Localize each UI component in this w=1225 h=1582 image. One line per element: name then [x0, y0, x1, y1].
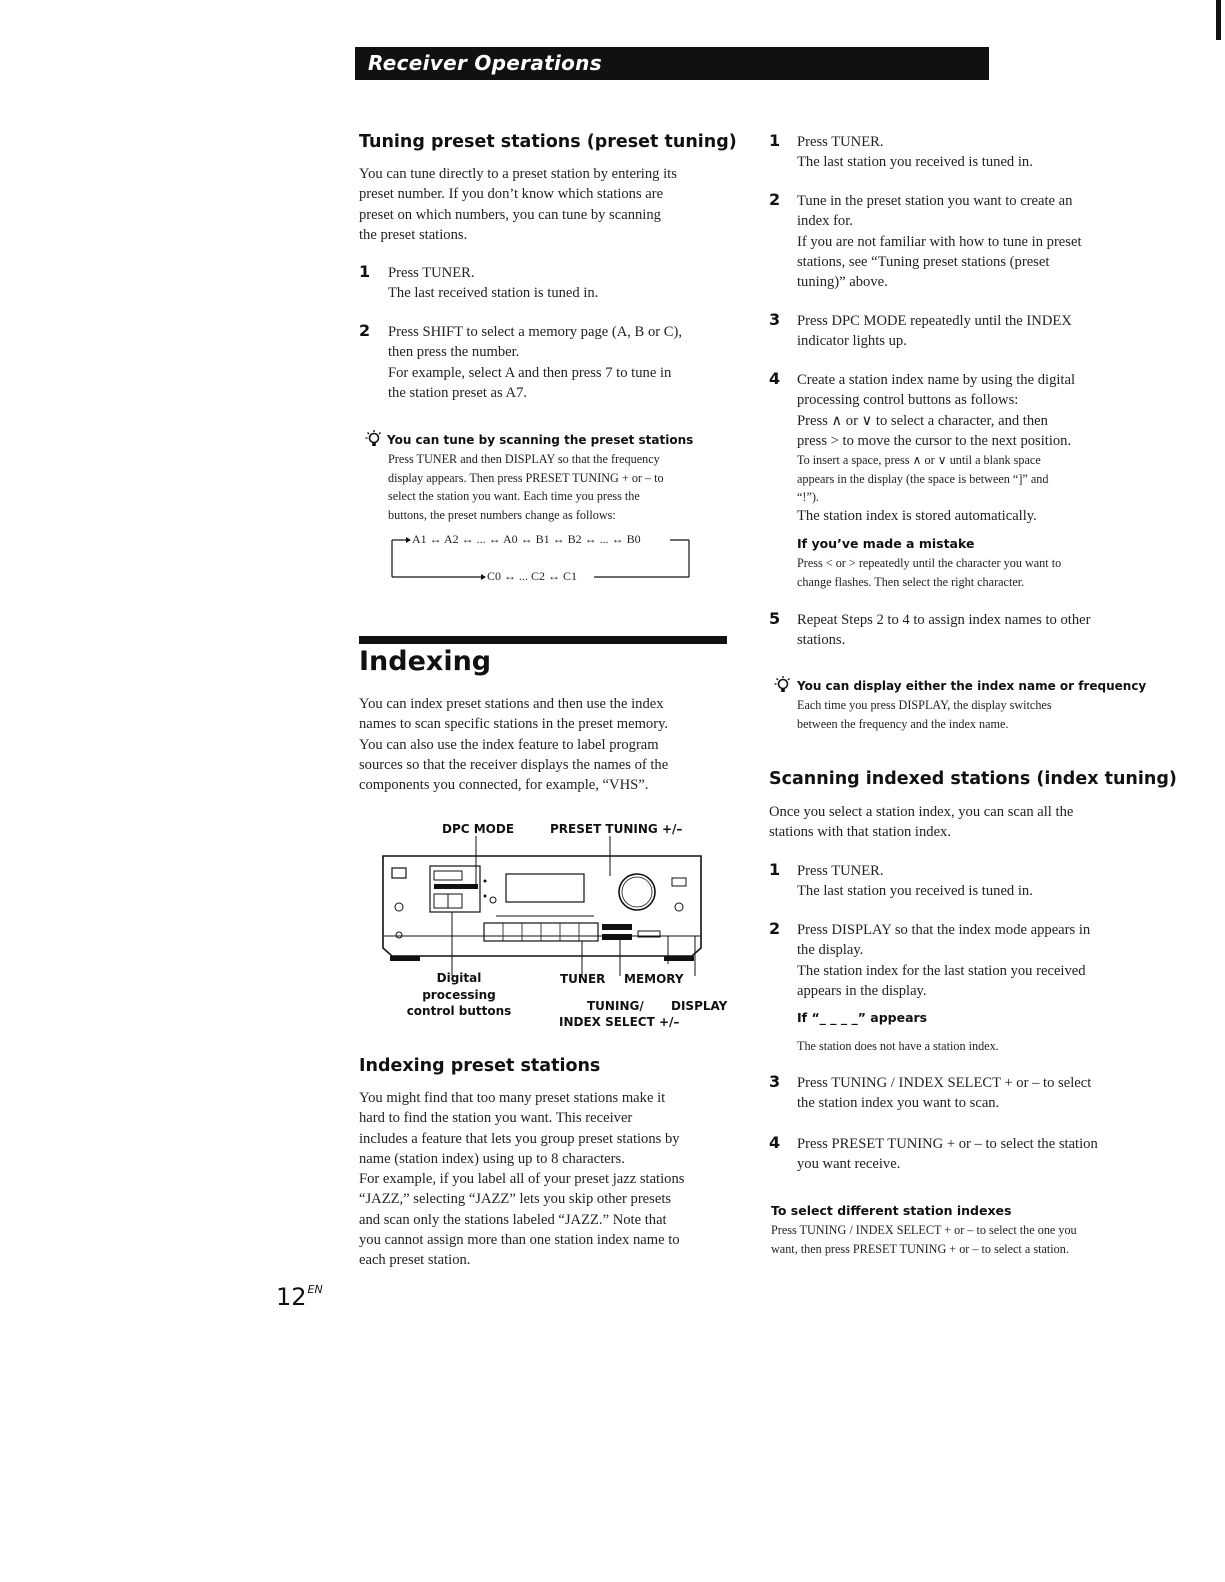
if-appears-text: The station does not have a station index.: [797, 1039, 999, 1053]
step-number: 4: [769, 369, 781, 388]
step-text: Repeat Steps 2 to 4 to assign index names to other stations.: [797, 612, 1091, 649]
step-text: Press DISPLAY so that the index mode appears in the display. The station index for the last station you received appears in the display.: [797, 922, 1091, 999]
preset-tuning-intro: You can tune directly to a preset station by entering its preset number. If you don’t know which stations are preset on which numbers, you can tune by scanning the preset stations.: [359, 166, 677, 243]
indexing-heading: Indexing: [359, 646, 492, 677]
step-text: Press TUNING / INDEX SELECT + or – to select the station index you want to scan.: [797, 1075, 1092, 1112]
label-tuner: TUNER: [560, 972, 606, 986]
scanning-intro: Once you select a station index, you can scan all the stations with that station index.: [769, 804, 1074, 841]
step-number: 4: [769, 1133, 781, 1152]
step-number: 2: [359, 321, 371, 340]
step-text: Press PRESET TUNING + or – to select the station you want receive.: [797, 1136, 1098, 1173]
tip-heading: You can tune by scanning the preset stations: [387, 433, 694, 447]
step-text: The station index is stored automatically.: [797, 508, 1037, 524]
indexing-preset-heading: Indexing preset stations: [359, 1056, 601, 1076]
step-number: 3: [769, 310, 781, 329]
scanning-heading: Scanning indexed stations (index tuning): [769, 769, 1177, 789]
preset-sequence-diagram: [386, 532, 696, 582]
label-tuning: TUNING/: [587, 999, 644, 1013]
label-digital-processing: Digital processing control buttons: [406, 971, 512, 1018]
step-text: Press SHIFT to select a memory page (A, B or C), then press the number. For example, select A and then press 7 to tune in the station preset as A7.: [388, 324, 682, 401]
step-text: Press DPC MODE repeatedly until the INDEX indicator lights up.: [797, 313, 1072, 350]
step-number: 5: [769, 609, 781, 628]
select-different-heading: To select different station indexes: [771, 1203, 1012, 1218]
label-display: DISPLAY: [671, 999, 728, 1013]
step-number: 2: [769, 919, 781, 938]
step-text: Create a station index name by using the digital processing control buttons as follows: Press ∧ or ∨ to select a character, and then press > to move the cursor to the next position.: [797, 372, 1076, 449]
step-text: Press TUNER. The last station you received is tuned in.: [797, 863, 1033, 900]
label-preset-tuning: PRESET TUNING +/–: [550, 822, 683, 836]
label-index-select: INDEX SELECT +/–: [559, 1015, 680, 1029]
step-number: 1: [769, 131, 781, 150]
indexing-intro: You can index preset stations and then use the index names to scan specific stations in the preset memory. You can also use the index feature to label program sources so that the receiver displays the names of the components you connected, for example, “VHS”.: [359, 696, 669, 794]
step-number: 2: [769, 190, 781, 209]
tip-heading: You can display either the index name or frequency: [797, 679, 1147, 693]
step-note: To insert a space, press ∧ or ∨ until a blank space appears in the display (the space is between “]” and “!”).: [797, 453, 1049, 504]
step-text: Press TUNER. The last station you received is tuned in.: [797, 134, 1033, 171]
tip-bulb-icon: [364, 429, 384, 454]
tip-bulb-icon: [773, 675, 793, 700]
section-rule: [359, 636, 727, 644]
step-number: 3: [769, 1072, 781, 1091]
sequence-top: A1 ↔ A2 ↔ ... ↔ A0 ↔ B1 ↔ B2 ↔ ... ↔ B0: [412, 532, 641, 546]
step-text: Press TUNER. The last received station is tuned in.: [388, 265, 599, 302]
mistake-heading: If you’ve made a mistake: [797, 536, 975, 551]
sequence-bottom: C0 ↔ ... C2 ↔ C1: [487, 569, 578, 583]
receiver-front-panel-diagram: [372, 836, 712, 976]
step-number: 1: [359, 262, 371, 281]
step-number: 1: [769, 860, 781, 879]
mistake-text: Press < or > repeatedly until the character you want to change flashes. Then select the right character.: [797, 556, 1062, 589]
label-memory: MEMORY: [624, 972, 684, 986]
step-text: Tune in the preset station you want to create an index for. If you are not familiar with how to tune in preset stations, see “Tuning preset stations (preset tuning)” above.: [797, 193, 1082, 291]
if-appears-heading: If “_ _ _ _” appears: [797, 1010, 928, 1025]
indexing-preset-body: You might find that too many preset stations make it hard to find the station you want. This receiver includes a feature that lets you group preset stations by name (station index) using up to 8 characters. For example, if you label all of your preset jazz stations “JAZZ,” selecting “JAZZ” lets you skip other presets and scan only the stations labeled “JAZZ.” Note that you cannot assign more than one station index name to each preset station.: [359, 1090, 685, 1269]
label-dpc-mode: DPC MODE: [442, 822, 515, 836]
section-title: Receiver Operations: [368, 51, 602, 75]
page-edge-mark: [1216, 0, 1221, 40]
page-number: $12^{EN}$: [276, 1283, 323, 1311]
select-different-text: Press TUNING / INDEX SELECT + or – to select the one you want, then press PRESET TUNING + or – to select a station.: [771, 1223, 1077, 1256]
tip-text: Press TUNER and then DISPLAY so that the frequency display appears. Then press PRESET TUNING + or – to select the station you want. Each time you press the buttons, the preset numbers change as follows:: [388, 452, 664, 522]
preset-tuning-heading: Tuning preset stations (preset tuning): [359, 132, 737, 152]
tip-text: Each time you press DISPLAY, the display switches between the frequency and the index name.: [797, 698, 1052, 731]
